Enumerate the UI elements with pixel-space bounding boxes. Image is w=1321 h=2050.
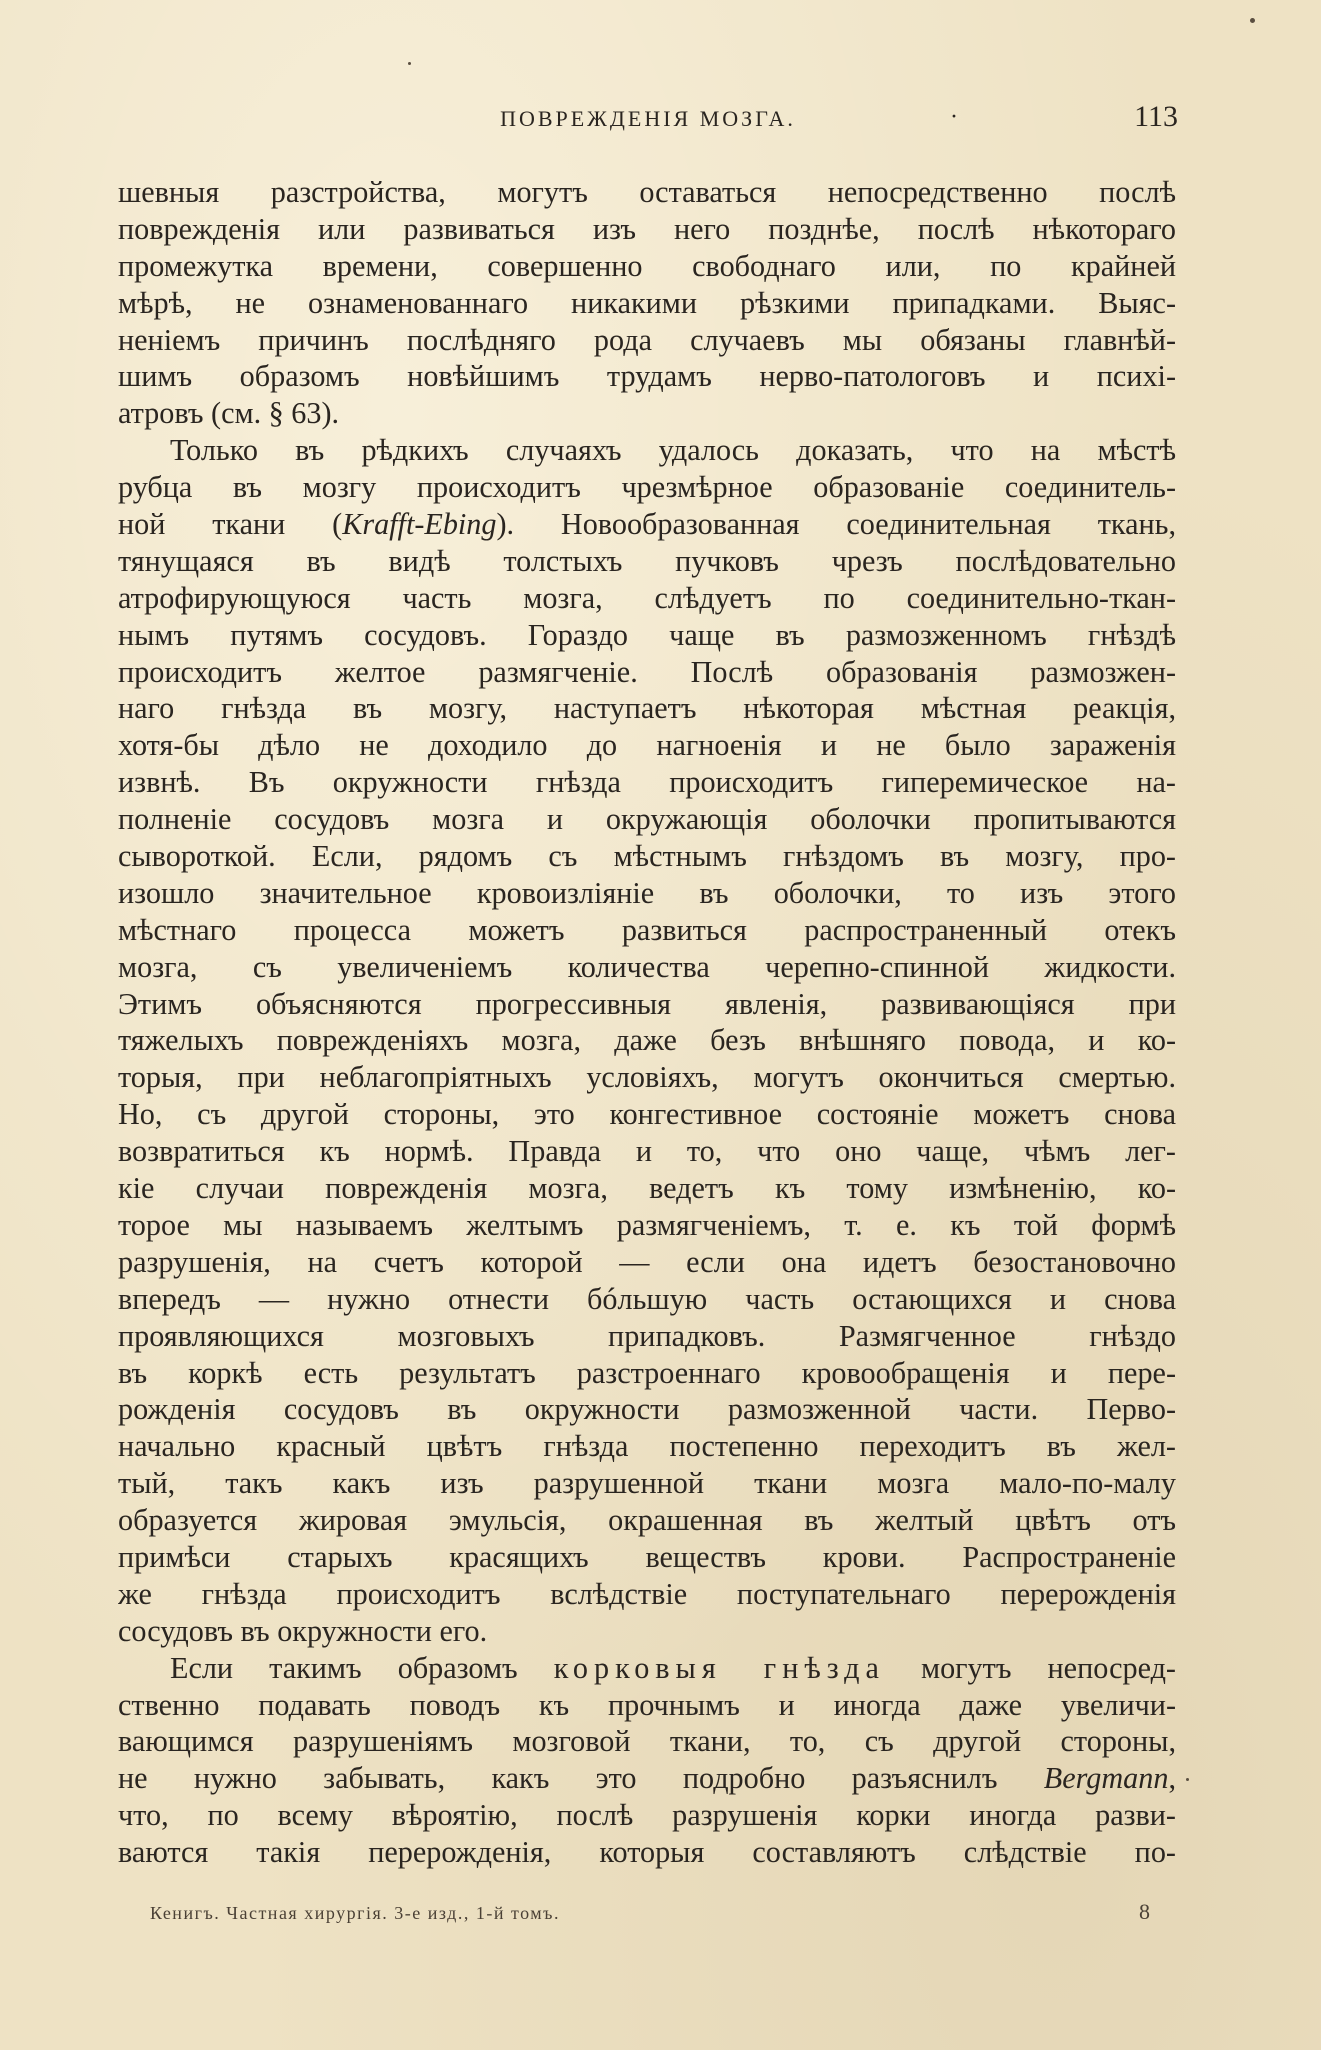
- text-line: атровъ (см. § 63).: [118, 396, 340, 431]
- printer-signature: Кенигъ. Частная хирургія. 3-е изд., 1-й томъ.: [150, 1903, 560, 1923]
- text-line: начально красный цвѣтъ гнѣзда постепенно переходитъ въ жел-: [118, 1429, 1176, 1464]
- text-line: рубца въ мозгу происходитъ чрезмѣрное образованіе соединитель-: [118, 470, 1176, 505]
- paper-speck: [1186, 1778, 1189, 1781]
- text-line: торыя, при неблагопріятныхъ условіяхъ, могутъ окончиться смертью.: [118, 1060, 1176, 1095]
- text-line: нымъ путямъ сосудовъ. Гораздо чаще въ размозженномъ гнѣздѣ: [118, 617, 1176, 652]
- page-number: 113: [1134, 100, 1178, 133]
- text-line: Только въ рѣдкихъ случаяхъ удалось доказать, что на мѣстѣ: [170, 433, 1176, 468]
- text-line: хотя-бы дѣло не доходило до нагноенія и не было зараженія: [118, 728, 1176, 763]
- text-line: что, по всему вѣроятію, послѣ разрушенія корки иногда разви-: [118, 1798, 1176, 1833]
- text-line: мозга, съ увеличеніемъ количества черепно-спинной жидкости.: [118, 949, 1176, 984]
- signature-mark: 8: [1139, 1899, 1150, 1924]
- running-title: ПОВРЕЖДЕНІЯ МОЗГА.: [500, 106, 796, 131]
- text-line: происходитъ желтое размягченіе. Послѣ образованія размозжен-: [118, 654, 1176, 689]
- text-line: Этимъ объясняются прогрессивныя явленія, развивающіяся при: [118, 986, 1176, 1021]
- text-line: тяжелыхъ поврежденіяхъ мозга, даже безъ внѣшняго повода, и ко-: [118, 1023, 1176, 1058]
- text-line: атрофирующуюся часть мозга, слѣдуетъ по соединительно-ткан-: [118, 580, 1176, 615]
- text-line: наго гнѣзда въ мозгу, наступаетъ нѣкоторая мѣстная реакція,: [118, 691, 1176, 726]
- text-line: Но, съ другой стороны, это конгестивное состояніе можетъ снова: [118, 1097, 1176, 1132]
- page-header: [118, 100, 1178, 140]
- body-text: [118, 174, 1176, 1871]
- text-line: рожденія сосудовъ въ окружности размозженной части. Перво-: [118, 1392, 1176, 1427]
- text-line: же гнѣзда происходитъ вслѣдствіе поступательнаго перерожденія: [118, 1576, 1176, 1611]
- text-line: неніемъ причинъ послѣдняго рода случаевъ мы обязаны главнѣй-: [118, 322, 1176, 357]
- text-line: изошло значительное кровоизліяніе въ оболочки, то изъ этого: [118, 875, 1176, 910]
- text-line: тянущаяся въ видѣ толстыхъ пучковъ чрезъ послѣдовательно: [118, 543, 1176, 578]
- text-line: кіе случаи поврежденія мозга, ведетъ къ тому измѣненію, ко-: [118, 1171, 1176, 1206]
- text-line: полненіе сосудовъ мозга и окружающія оболочки пропитываются: [118, 802, 1176, 837]
- text-line: вающимся разрушеніямъ мозговой ткани, то, съ другой стороны,: [118, 1724, 1176, 1759]
- text-line: шевныя разстройства, могутъ оставаться непосредственно послѣ: [118, 175, 1176, 209]
- header-dot: ·: [950, 104, 958, 130]
- text-line: не нужно забывать, какъ это подробно разъяснилъ Bergmann,: [118, 1761, 1176, 1796]
- text-line: Если такимъ образомъ корковыя гнѣзда могутъ непосред-: [170, 1650, 1176, 1685]
- text-line: торое мы называемъ желтымъ размягченіемъ, т. е. къ той формѣ: [118, 1207, 1176, 1242]
- text-line: образуется жировая эмульсія, окрашенная въ желтый цвѣтъ отъ: [118, 1503, 1176, 1538]
- text-line: поврежденія или развиваться изъ него позднѣе, послѣ нѣкотораго: [118, 211, 1176, 246]
- text-line: въ коркѣ есть результатъ разстроеннаго кровообращенія и пере-: [118, 1355, 1176, 1390]
- emphasized-term: корковыя гнѣзда: [553, 1650, 885, 1685]
- text-line: возвратиться къ нормѣ. Правда и то, что оно чаще, чѣмъ лег-: [118, 1134, 1176, 1169]
- text-line: тый, такъ какъ изъ разрушенной ткани мозга мало-по-малу: [118, 1466, 1176, 1501]
- text-line: извнѣ. Въ окружности гнѣзда происходитъ гиперемическое на-: [118, 765, 1176, 800]
- paper-speck: [408, 62, 411, 65]
- text-line: промежутка времени, совершенно свободнаго или, по крайней: [118, 248, 1176, 283]
- text-line: шимъ образомъ новѣйшимъ трудамъ нерво-патологовъ и психі-: [118, 359, 1176, 394]
- text-line: впередъ — нужно отнести бóльшую часть остающихся и снова: [118, 1281, 1176, 1316]
- text-line: разрушенія, на счетъ которой — если она идетъ безостановочно: [118, 1244, 1176, 1279]
- text-line: проявляющихся мозговыхъ припадковъ. Размягченное гнѣздо: [118, 1318, 1176, 1353]
- text-line: ственно подавать поводъ къ прочнымъ и иногда даже увеличи-: [118, 1687, 1176, 1722]
- author-name: Krafft-Ebing: [342, 507, 497, 542]
- text-line: ной ткани (Krafft-Ebing). Новообразованная соединительная ткань,: [118, 507, 1176, 542]
- text-line: примѣси старыхъ красящихъ веществъ крови. Распространеніе: [118, 1539, 1176, 1574]
- text-line: сосудовъ въ окружности его.: [118, 1613, 488, 1648]
- page-footer: [150, 1899, 1150, 1933]
- text-line: ваются такія перерожденія, которыя составляютъ слѣдствіе по-: [118, 1835, 1176, 1870]
- text-line: сывороткой. Если, рядомъ съ мѣстнымъ гнѣздомъ въ мозгу, про-: [118, 839, 1176, 874]
- author-name: Bergmann: [1043, 1761, 1169, 1796]
- text-line: мѣрѣ, не ознаменованнаго никакими рѣзкими припадками. Выяс-: [118, 285, 1176, 320]
- paper-speck: [1250, 18, 1255, 23]
- text-line: мѣстнаго процесса можетъ развиться распространенный отекъ: [118, 912, 1176, 947]
